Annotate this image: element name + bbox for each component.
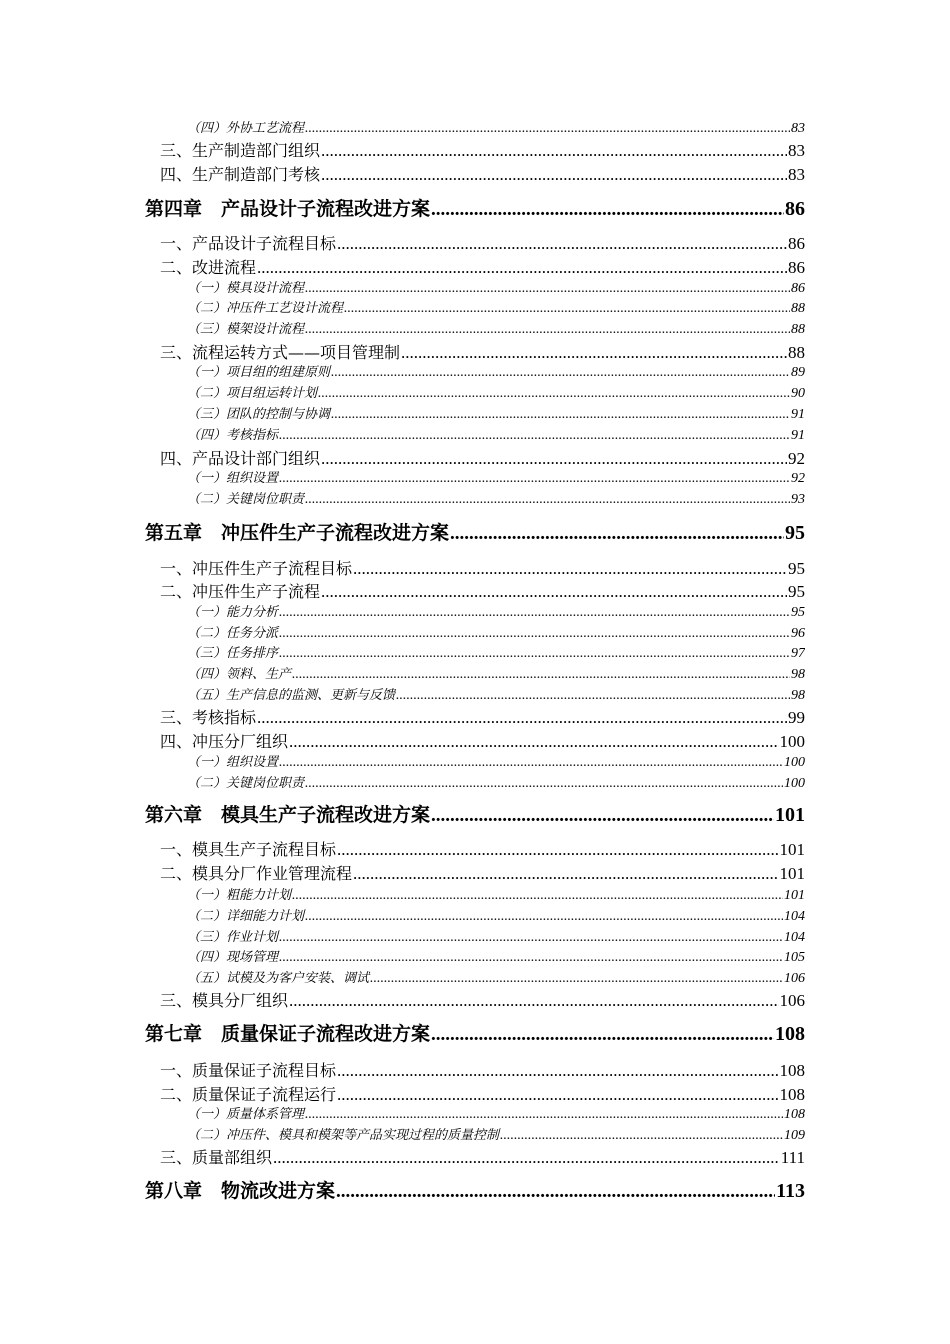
toc-entry-title: 第六章 模具生产子流程改进方案: [145, 804, 431, 826]
toc-page-number: 90: [791, 386, 805, 400]
toc-dot-leader: [370, 971, 783, 985]
toc-entry-title: 一、冲压件生产子流程目标: [160, 559, 353, 578]
toc-page-number: 86: [788, 258, 805, 277]
toc-entry-title: 二、冲压件生产子流程: [160, 582, 321, 601]
toc-dot-leader: [305, 281, 790, 295]
toc-section-entry[interactable]: [160, 579, 805, 601]
toc-dot-leader: [279, 605, 790, 619]
toc-page-number: 101: [779, 840, 805, 859]
toc-page-number: 101: [779, 864, 805, 883]
toc-dot-leader: [431, 1024, 774, 1046]
toc-subsection-entry[interactable]: [187, 642, 805, 660]
toc-page-number: 91: [791, 407, 805, 421]
toc-entry-title: （三）模架设计流程: [187, 322, 305, 336]
toc-dot-leader: [336, 1181, 775, 1203]
toc-page-number: 113: [776, 1180, 805, 1202]
toc-subsection-entry[interactable]: [187, 946, 805, 964]
toc-section-entry[interactable]: [160, 446, 805, 468]
toc-dot-leader: [305, 776, 783, 790]
toc-page-number: 91: [791, 428, 805, 442]
toc-section-entry[interactable]: [160, 837, 805, 859]
toc-chapter-entry[interactable]: [145, 194, 805, 222]
toc-chapter-entry[interactable]: [145, 1176, 805, 1204]
toc-subsection-entry[interactable]: [187, 424, 805, 442]
toc-subsection-entry[interactable]: [187, 905, 805, 923]
toc-page-number: 95: [785, 522, 805, 544]
toc-entry-title: （二）项目组运转计划: [187, 386, 318, 400]
toc-page-number: 95: [791, 605, 805, 619]
toc-dot-leader: [321, 141, 787, 160]
toc-entry-title: 一、产品设计子流程目标: [160, 234, 337, 253]
toc-subsection-entry[interactable]: [187, 403, 805, 421]
toc-entry-title: （五）试模及为客户安装、调试: [187, 971, 370, 985]
toc-entry-title: （四）外协工艺流程: [187, 121, 305, 135]
toc-section-entry[interactable]: [160, 861, 805, 883]
toc-dot-leader: [292, 667, 790, 681]
toc-subsection-entry[interactable]: [187, 318, 805, 336]
toc-subsection-entry[interactable]: [187, 663, 805, 681]
toc-section-entry[interactable]: [160, 705, 805, 727]
toc-page-number: 100: [784, 755, 805, 769]
toc-entry-title: 二、改进流程: [160, 258, 257, 277]
toc-dot-leader: [353, 559, 787, 578]
toc-dot-leader: [305, 1107, 783, 1121]
toc-page-number: 100: [784, 776, 805, 790]
toc-entry-title: （三）团队的控制与协调: [187, 407, 331, 421]
toc-section-entry[interactable]: [160, 988, 805, 1010]
toc-dot-leader: [337, 1061, 778, 1080]
toc-subsection-entry[interactable]: [187, 361, 805, 379]
toc-dot-leader: [321, 449, 787, 468]
toc-entry-title: （一）粗能力计划: [187, 888, 292, 902]
toc-entry-title: （一）质量体系管理: [187, 1107, 305, 1121]
toc-dot-leader: [318, 386, 790, 400]
toc-subsection-entry[interactable]: [187, 117, 805, 135]
toc-dot-leader: [321, 582, 787, 601]
toc-subsection-entry[interactable]: [187, 751, 805, 769]
toc-page-number: 88: [791, 301, 805, 315]
toc-dot-leader: [337, 1085, 778, 1104]
toc-section-entry[interactable]: [160, 1082, 805, 1104]
toc-entry-title: 第五章 冲压件生产子流程改进方案: [145, 522, 450, 544]
toc-page-number: 104: [784, 930, 805, 944]
toc-entry-title: 第七章 质量保证子流程改进方案: [145, 1023, 431, 1045]
toc-dot-leader: [289, 732, 778, 751]
toc-dot-leader: [305, 121, 790, 135]
toc-entry-title: （二）关键岗位职责: [187, 492, 305, 506]
toc-page-number: 108: [775, 1023, 805, 1045]
toc-dot-leader: [500, 1128, 783, 1142]
toc-dot-leader: [292, 888, 783, 902]
toc-page-number: 95: [788, 582, 805, 601]
toc-dot-leader: [431, 805, 774, 827]
toc-dot-leader: [279, 471, 790, 485]
toc-dot-leader: [305, 909, 783, 923]
toc-page-number: 99: [788, 708, 805, 727]
toc-entry-title: （二）冲压件、模具和模架等产品实现过程的质量控制: [187, 1128, 500, 1142]
toc-dot-leader: [279, 930, 783, 944]
toc-subsection-entry[interactable]: [187, 382, 805, 400]
toc-dot-leader: [321, 165, 787, 184]
toc-entry-title: 一、质量保证子流程目标: [160, 1061, 337, 1080]
toc-subsection-entry[interactable]: [187, 772, 805, 790]
toc-entry-title: （四）现场管理: [187, 950, 279, 964]
toc-entry-title: （一）能力分析: [187, 605, 279, 619]
toc-dot-leader: [401, 343, 787, 362]
toc-dot-leader: [279, 626, 790, 640]
toc-page-number: 92: [788, 449, 805, 468]
toc-page-number: 86: [791, 281, 805, 295]
toc-dot-leader: [431, 199, 784, 221]
toc-entry-title: 三、生产制造部门组织: [160, 141, 321, 160]
toc-dot-leader: [305, 492, 790, 506]
toc-entry-title: 四、冲压分厂组织: [160, 732, 289, 751]
toc-section-entry[interactable]: [160, 231, 805, 253]
toc-subsection-entry[interactable]: [187, 622, 805, 640]
toc-subsection-entry[interactable]: [187, 1103, 805, 1121]
toc-section-entry[interactable]: [160, 340, 805, 362]
toc-page-number: 86: [785, 198, 805, 220]
toc-entry-title: 第四章 产品设计子流程改进方案: [145, 198, 431, 220]
toc-dot-leader: [257, 258, 787, 277]
toc-entry-title: 四、产品设计部门组织: [160, 449, 321, 468]
toc-entry-title: 三、流程运转方式——项目管理制: [160, 343, 401, 362]
toc-page-number: 111: [780, 1148, 805, 1167]
toc-entry-title: （一）组织设置: [187, 471, 279, 485]
toc-page-number: 101: [784, 888, 805, 902]
toc-page-number: 93: [791, 492, 805, 506]
toc-section-entry[interactable]: [160, 1058, 805, 1080]
toc-chapter-entry[interactable]: [145, 1019, 805, 1047]
toc-dot-leader: [331, 407, 790, 421]
toc-chapter-entry[interactable]: [145, 800, 805, 828]
toc-page-number: 101: [775, 804, 805, 826]
toc-dot-leader: [305, 322, 790, 336]
toc-subsection-entry[interactable]: [187, 277, 805, 295]
toc-page-number: 98: [791, 688, 805, 702]
toc-page-number: 104: [784, 909, 805, 923]
toc-page-number: 106: [779, 991, 805, 1010]
toc-page-number: 97: [791, 646, 805, 660]
toc-entry-title: 三、考核指标: [160, 708, 257, 727]
toc-page-number: 86: [788, 234, 805, 253]
toc-subsection-entry[interactable]: [187, 684, 805, 702]
toc-dot-leader: [331, 365, 790, 379]
toc-section-entry[interactable]: [160, 255, 805, 277]
toc-dot-leader: [279, 428, 790, 442]
toc-entry-title: （一）项目组的组建原则: [187, 365, 331, 379]
toc-dot-leader: [337, 840, 778, 859]
toc-subsection-entry[interactable]: [187, 967, 805, 985]
toc-page-number: 96: [791, 626, 805, 640]
toc-page-number: 95: [788, 559, 805, 578]
toc-page-number: 108: [779, 1061, 805, 1080]
toc-dot-leader: [353, 864, 778, 883]
toc-page-number: 109: [784, 1128, 805, 1142]
toc-entry-title: （三）作业计划: [187, 930, 279, 944]
toc-entry-title: 二、模具分厂作业管理流程: [160, 864, 353, 883]
toc-section-entry[interactable]: [160, 556, 805, 578]
toc-section-entry[interactable]: [160, 1145, 805, 1167]
toc-entry-title: （一）组织设置: [187, 755, 279, 769]
toc-dot-leader: [450, 523, 784, 545]
toc-entry-title: （二）冲压件工艺设计流程: [187, 301, 344, 315]
toc-entry-title: 二、质量保证子流程运行: [160, 1085, 337, 1104]
toc-dot-leader: [289, 991, 778, 1010]
toc-page-number: 88: [791, 322, 805, 336]
toc-entry-title: 一、模具生产子流程目标: [160, 840, 337, 859]
toc-page-number: 100: [779, 732, 805, 751]
toc-dot-leader: [257, 708, 787, 727]
toc-page-number: 98: [791, 667, 805, 681]
toc-subsection-entry[interactable]: [187, 488, 805, 506]
toc-page-number: 88: [788, 343, 805, 362]
toc-entry-title: （二）详细能力计划: [187, 909, 305, 923]
toc-entry-title: （一）模具设计流程: [187, 281, 305, 295]
toc-section-entry[interactable]: [160, 162, 805, 184]
toc-page-number: 89: [791, 365, 805, 379]
toc-subsection-entry[interactable]: [187, 601, 805, 619]
toc-subsection-entry[interactable]: [187, 926, 805, 944]
toc-subsection-entry[interactable]: [187, 467, 805, 485]
toc-entry-title: 第八章 物流改进方案: [145, 1180, 336, 1202]
toc-dot-leader: [279, 755, 783, 769]
toc-entry-title: （五）生产信息的监测、更新与反馈: [187, 688, 396, 702]
toc-dot-leader: [337, 234, 787, 253]
toc-entry-title: （二）任务分派: [187, 626, 279, 640]
toc-page-number: 83: [788, 141, 805, 160]
toc-subsection-entry[interactable]: [187, 884, 805, 902]
toc-chapter-entry[interactable]: [145, 518, 805, 546]
toc-page-number: 108: [779, 1085, 805, 1104]
toc-subsection-entry[interactable]: [187, 1124, 805, 1142]
toc-subsection-entry[interactable]: [187, 297, 805, 315]
toc-entry-title: 三、质量部组织: [160, 1148, 273, 1167]
toc-entry-title: （三）任务排序: [187, 646, 279, 660]
toc-dot-leader: [279, 646, 790, 660]
toc-page-number: 83: [788, 165, 805, 184]
toc-section-entry[interactable]: [160, 729, 805, 751]
toc-entry-title: （二）关键岗位职责: [187, 776, 305, 790]
toc-page-number: 92: [791, 471, 805, 485]
toc-entry-title: （四）考核指标: [187, 428, 279, 442]
toc-page-number: 105: [784, 950, 805, 964]
toc-entry-title: 三、模具分厂组织: [160, 991, 289, 1010]
toc-dot-leader: [396, 688, 790, 702]
toc-entry-title: 四、生产制造部门考核: [160, 165, 321, 184]
toc-dot-leader: [279, 950, 783, 964]
toc-entry-title: （四）领料、生产: [187, 667, 292, 681]
toc-dot-leader: [273, 1148, 780, 1167]
toc-dot-leader: [344, 301, 790, 315]
toc-page-number: 108: [784, 1107, 805, 1121]
toc-section-entry[interactable]: [160, 138, 805, 160]
toc-page-number: 106: [784, 971, 805, 985]
toc-page-number: 83: [791, 121, 805, 135]
